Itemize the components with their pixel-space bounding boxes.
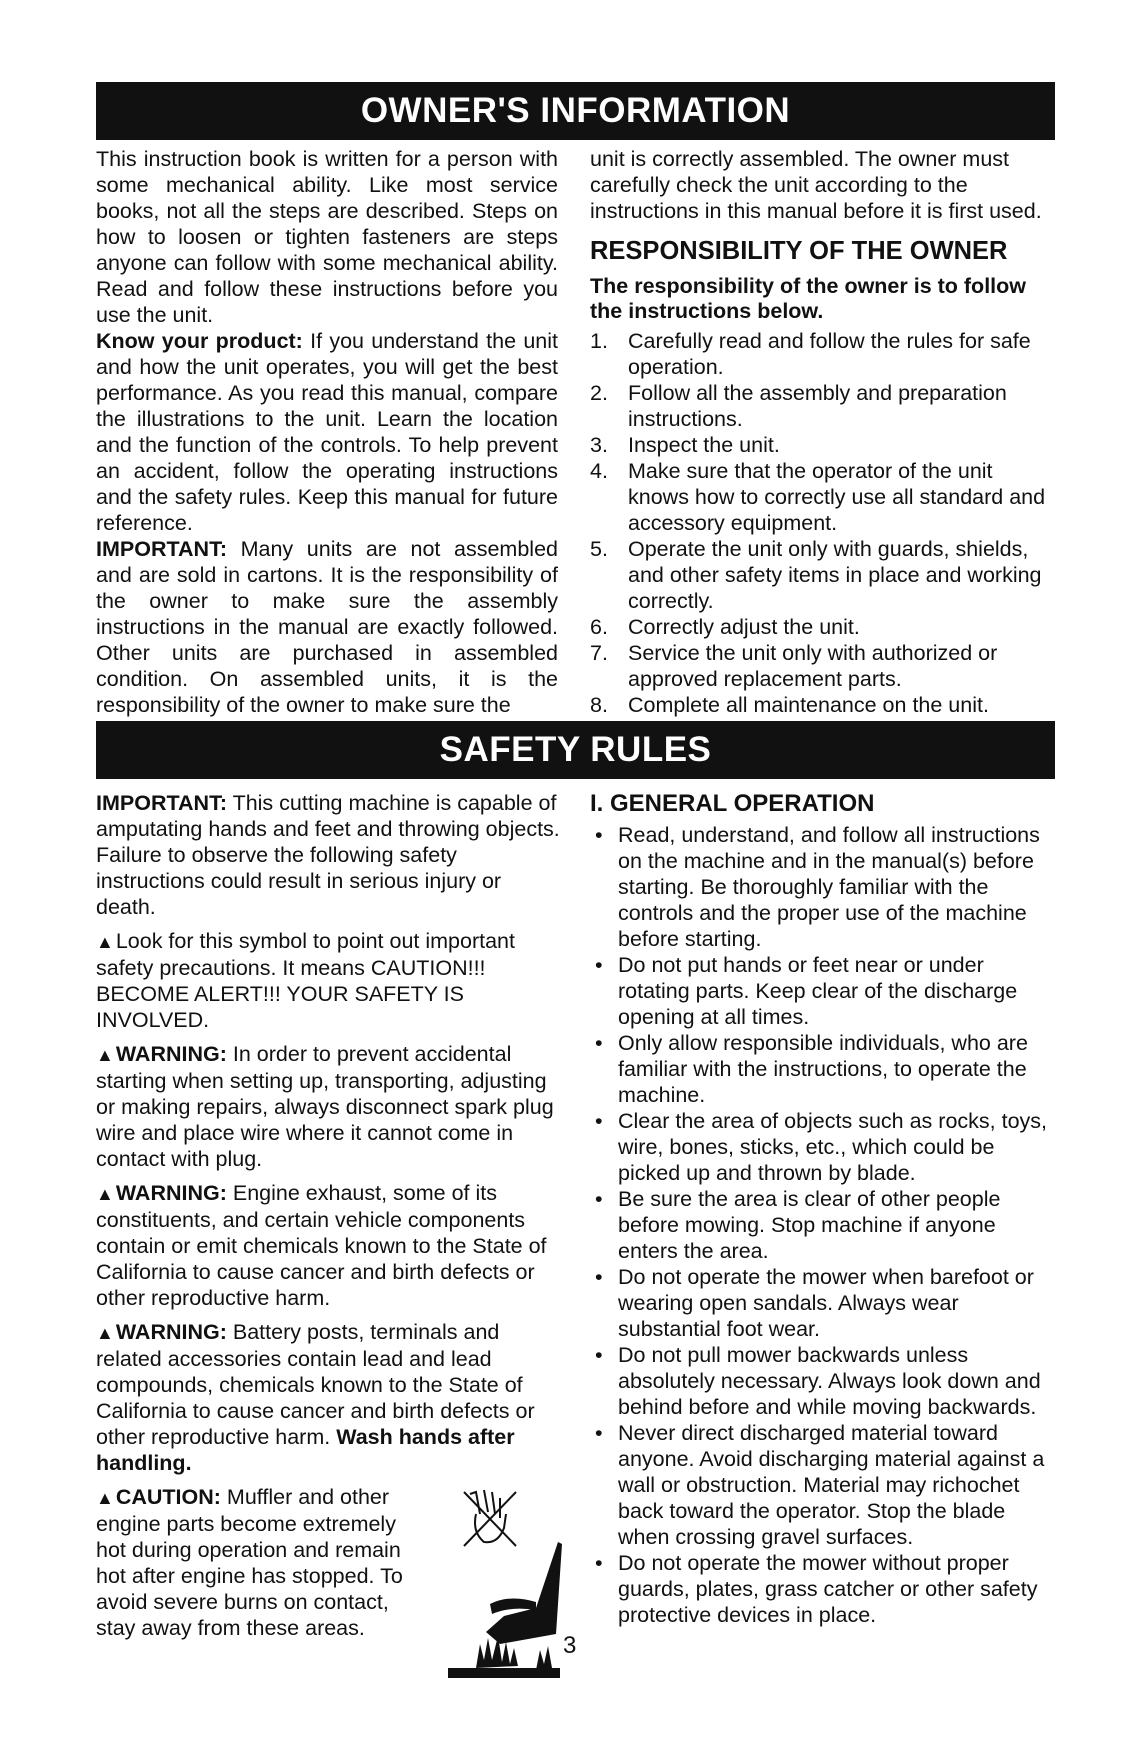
list-item-number: 1. bbox=[590, 329, 608, 353]
list-item-text: Clear the area of objects such as rocks, toys, wire, bones, sticks, etc., which could be picked up and thrown by blade. bbox=[618, 1109, 1048, 1185]
hot-surface-hand-icon bbox=[440, 1484, 570, 1684]
list-item-number: 5. bbox=[590, 537, 608, 561]
owner-intro: This instruction book is written for a person with some mechanical ability. Like most service books, not all the steps are described. Steps on how to loosen or tighten fasteners are steps anyone can follow with some mechanical ability. Read and follow these instructions before you use the unit. bbox=[96, 147, 558, 327]
list-item-text: Be sure the area is clear of other people before mowing. Stop machine if anyone enters the area. bbox=[618, 1187, 1001, 1263]
owner-continued-text: unit is correctly assembled. The owner must carefully check the unit according to the instructions in this manual before it is first used. bbox=[590, 147, 1042, 223]
list-item-text: Never direct discharged material toward anyone. Avoid discharging material against a wall or obstruction. Material may richochet back toward the operator. Stop the blade when crossing gravel surfaces. bbox=[618, 1421, 1045, 1549]
list-item-text: Service the unit only with authorized or approved replacement parts. bbox=[628, 641, 998, 691]
list-item bbox=[590, 692, 1055, 718]
list-item bbox=[590, 380, 1055, 432]
list-item bbox=[590, 1186, 1055, 1264]
owners-information-header bbox=[96, 82, 1055, 140]
warning-text: Engine exhaust, some of its constituents, and certain vehicle components contain or emit chemicals known to the State of California to cause cancer and birth defects or other reproductive harm. bbox=[96, 1181, 547, 1310]
bullet-icon: • bbox=[595, 823, 603, 847]
list-item-number: 3. bbox=[590, 433, 608, 457]
warning-label: WARNING: bbox=[115, 1320, 227, 1344]
symbol-paragraph bbox=[96, 928, 566, 1033]
list-item bbox=[590, 432, 1055, 458]
symbol-text: Look for this symbol to point out important safety precautions. It means CAUTION!!! BECOME ALERT!!! YOUR SAFETY IS INVOLVED. bbox=[96, 929, 515, 1032]
safety-rules-title: SAFETY RULES bbox=[439, 730, 712, 769]
safety-important-label: IMPORTANT: bbox=[96, 791, 227, 815]
caution-block bbox=[96, 1484, 566, 1641]
warning-label: WARNING: bbox=[115, 1181, 227, 1205]
responsibility-list bbox=[590, 328, 1055, 718]
bullet-icon: • bbox=[595, 1187, 603, 1211]
list-item-text: Do not operate the mower when barefoot or wearing open sandals. Always wear substantial foot wear. bbox=[618, 1265, 1034, 1341]
list-item-number: 6. bbox=[590, 615, 608, 639]
list-item bbox=[590, 1550, 1055, 1628]
bullet-icon: • bbox=[595, 1031, 603, 1055]
list-item bbox=[590, 328, 1055, 380]
warning-spark-plug bbox=[96, 1041, 566, 1172]
bullet-icon: • bbox=[595, 953, 603, 977]
list-item-number: 4. bbox=[590, 459, 608, 483]
know-product-paragraph bbox=[96, 328, 558, 536]
safety-rules-header bbox=[96, 721, 1055, 779]
bullet-icon: • bbox=[595, 1265, 603, 1289]
warning-text: Battery posts, terminals and related accessories contain lead and lead compounds, chemicals known to the State of California to cause cancer and birth defects or other reproductive harm. bbox=[96, 1320, 535, 1449]
caution-paragraph bbox=[96, 1484, 416, 1641]
list-item-text: Read, understand, and follow all instructions on the machine and in the manual(s) before starting. Be thoroughly familiar with the controls and the proper use of the machine before starting. bbox=[618, 823, 1040, 951]
list-item bbox=[590, 952, 1055, 1030]
list-item-text: Do not operate the mower without proper guards, plates, grass catcher or other safety protective devices in place. bbox=[618, 1551, 1038, 1627]
warning-triangle-icon: ▲ bbox=[96, 1045, 114, 1065]
warning-triangle-icon: ▲ bbox=[96, 1184, 114, 1204]
responsibility-subheading: The responsibility of the owner is to follow the instructions below. bbox=[590, 274, 1026, 323]
responsibility-heading: RESPONSIBILITY OF THE OWNER bbox=[590, 237, 1008, 265]
list-item-text: Follow all the assembly and preparation instructions. bbox=[628, 381, 1007, 431]
list-item-text: Carefully read and follow the rules for safe operation. bbox=[628, 329, 1031, 379]
warning-triangle-icon: ▲ bbox=[96, 1488, 114, 1508]
list-item bbox=[590, 1264, 1055, 1342]
list-item bbox=[590, 1108, 1055, 1186]
safety-important-paragraph bbox=[96, 790, 566, 920]
list-item-number: 8. bbox=[590, 693, 608, 717]
bullet-icon: • bbox=[595, 1109, 603, 1133]
general-operation-list bbox=[590, 822, 1055, 1628]
safety-left-column bbox=[96, 790, 566, 1641]
warning-label: WARNING: bbox=[115, 1042, 227, 1066]
list-item-text: Do not put hands or feet near or under rotating parts. Keep clear of the discharge opening at all times. bbox=[618, 953, 1018, 1029]
general-operation-heading: I. GENERAL OPERATION bbox=[590, 790, 875, 817]
list-item bbox=[590, 1420, 1055, 1550]
warning-triangle-icon: ▲ bbox=[96, 1323, 114, 1343]
list-item bbox=[590, 1030, 1055, 1108]
list-item-text: Only allow responsible individuals, who are familiar with the instructions, to operate the machine. bbox=[618, 1031, 1028, 1107]
know-product-label: Know your product: bbox=[96, 329, 303, 353]
bullet-icon: • bbox=[595, 1343, 603, 1367]
owner-important-text: Many units are not assembled and are sold in cartons. It is the responsibility of the owner to make sure the assembly instructions in the manual are exactly followed. Other units are purchased in assembled condition. On assembled units, it is the responsibility of the owner to make sure the bbox=[96, 537, 558, 717]
owner-right-column bbox=[590, 146, 1055, 718]
know-product-text: If you understand the unit and how the unit operates, you will get the best performance. As you read this manual, compare the illustrations to the unit. Learn the location and the function of the controls. To help prevent an accident, follow the operating instructions and the safety rules. Keep this manual for future reference. bbox=[96, 329, 558, 535]
list-item-number: 7. bbox=[590, 641, 608, 665]
list-item-number: 2. bbox=[590, 381, 608, 405]
owner-important-label: IMPORTANT: bbox=[96, 537, 227, 561]
list-item-text: Correctly adjust the unit. bbox=[628, 615, 860, 639]
list-item-text: Do not pull mower backwards unless absolutely necessary. Always look down and behind before and while moving backwards. bbox=[618, 1343, 1041, 1419]
list-item-text: Operate the unit only with guards, shields, and other safety items in place and working correctly. bbox=[628, 537, 1042, 613]
safety-right-column bbox=[590, 790, 1055, 1628]
caution-label: CAUTION: bbox=[115, 1485, 221, 1509]
list-item bbox=[590, 822, 1055, 952]
warning-text: In order to prevent accidental starting when setting up, transporting, adjusting or making repairs, always disconnect spark plug wire and place wire where it cannot come in contact with plug. bbox=[96, 1042, 554, 1171]
warning-exhaust bbox=[96, 1180, 566, 1311]
list-item bbox=[590, 640, 1055, 692]
warning-battery bbox=[96, 1319, 566, 1476]
list-item-text: Complete all maintenance on the unit. bbox=[628, 693, 989, 717]
wash-hands-text: Wash hands after handling. bbox=[96, 1425, 515, 1475]
bullet-icon: • bbox=[595, 1421, 603, 1445]
owners-information-title: OWNER'S INFORMATION bbox=[360, 91, 791, 130]
list-item-text: Make sure that the operator of the unit knows how to correctly use all standard and accessory equipment. bbox=[628, 459, 1046, 535]
list-item bbox=[590, 536, 1055, 614]
list-item bbox=[590, 458, 1055, 536]
bullet-icon: • bbox=[595, 1551, 603, 1575]
owner-left-column bbox=[96, 146, 558, 718]
warning-triangle-icon: ▲ bbox=[96, 932, 114, 952]
page-number: 3 bbox=[563, 1632, 577, 1659]
list-item bbox=[590, 1342, 1055, 1420]
list-item bbox=[590, 614, 1055, 640]
safety-important-text: This cutting machine is capable of amputating hands and feet and throwing objects. Failure to observe the following safety instructions could result in serious injury or death. bbox=[96, 791, 560, 919]
owner-important-paragraph bbox=[96, 536, 558, 718]
caution-text: Muffler and other engine parts become extremely hot during operation and remain hot after engine has stopped. To avoid severe burns on contact, stay away from these areas. bbox=[96, 1485, 403, 1640]
list-item-text: Inspect the unit. bbox=[628, 433, 780, 457]
